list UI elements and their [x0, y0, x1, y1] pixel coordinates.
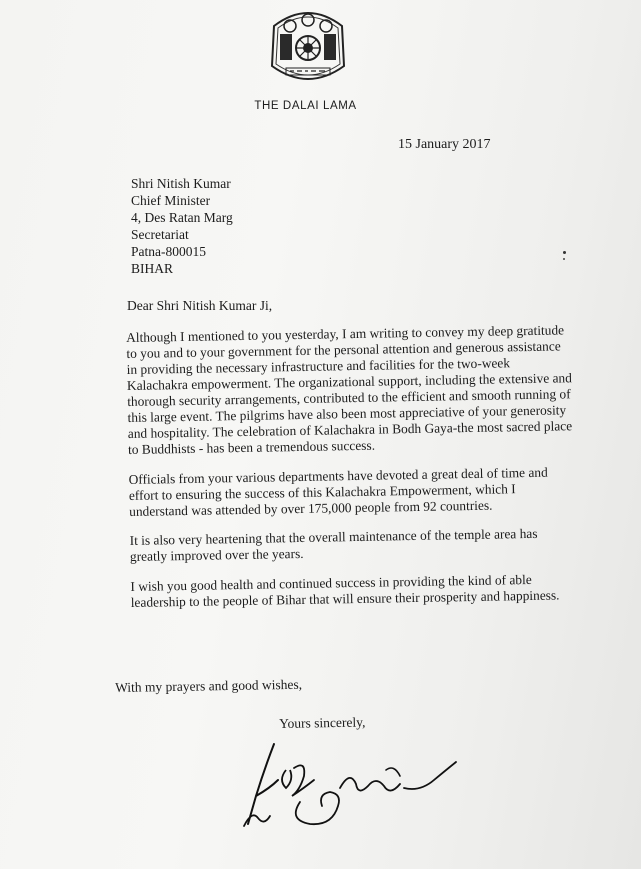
paper-mark	[563, 258, 565, 260]
letterhead-organization: THE DALAI LAMA	[254, 100, 357, 112]
closing-line: With my prayers and good wishes,	[115, 676, 303, 695]
sign-off: Yours sincerely,	[279, 714, 366, 731]
paragraph-temple: It is also very heartening that the overall maintenance of the temple area has greatly improved over the years.	[129, 525, 538, 564]
recipient-name: Shri Nitish Kumar	[131, 176, 231, 191]
recipient-office: Secretariat	[131, 227, 189, 242]
recipient-street: 4, Des Ratan Marg	[131, 210, 233, 225]
dalai-lama-seal-icon	[266, 4, 350, 88]
letter-date: 15 January 2017	[398, 137, 491, 152]
recipient-state: BIHAR	[131, 261, 174, 276]
paragraph-gratitude: Although I mentioned to you yesterday, I am writing to convey my deep gratitude to you and to your government for the personal attention and generous assistance in providing the necessary infrastructure and facilities for the two-week Kalachakra empowerment. The organizational support, including the extensive and thorough security arrangements, contributed to the efficient and smooth running of this large event. The pilgrims have also been most appreciative of your generosity and hospitality. The celebration of Kalachakra in Bodh Gaya-the most sacred place to Buddhists - has been a tremendous success.	[126, 322, 573, 457]
letter-body	[126, 322, 576, 625]
salutation: Dear Shri Nitish Kumar Ji,	[127, 298, 273, 313]
handwritten-signature-icon	[234, 740, 474, 840]
paragraph-officials: Officials from your various departments have devoted a great deal of time and effort to ensuring the success of this Kalachakra Empowerment, which I understand was attended by over 175,000 people from 92 countries.	[128, 464, 548, 519]
paper-mark	[563, 251, 566, 254]
paragraph-wishes: I wish you good health and continued success in providing the kind of able leadership to the people of Bihar that will ensure their prosperity and happiness.	[130, 571, 560, 610]
recipient-title: Chief Minister	[131, 193, 211, 208]
recipient-city: Patna-800015	[131, 244, 206, 259]
recipient-address	[131, 175, 233, 277]
